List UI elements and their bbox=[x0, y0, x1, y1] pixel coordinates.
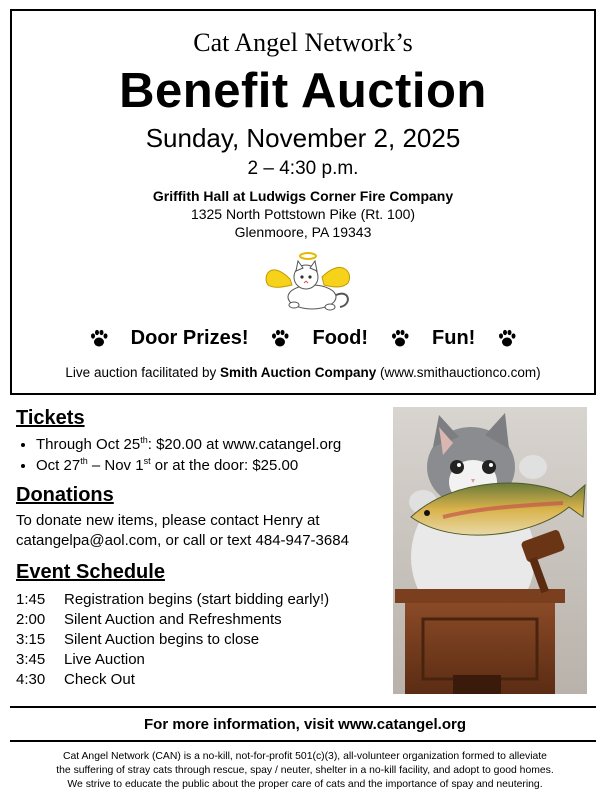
schedule-event: Silent Auction and Refreshments bbox=[64, 611, 282, 628]
organization-description bbox=[20, 750, 590, 792]
tickets-list bbox=[16, 434, 388, 476]
list-item bbox=[16, 610, 388, 630]
venue-address-line1: 1325 North Pottstown Pike (Rt. 100) bbox=[190, 206, 416, 222]
ticket-late-label: Oct 27 bbox=[36, 457, 81, 474]
schedule-event: Live Auction bbox=[64, 651, 145, 668]
footer-line: the suffering of stray cats through rescue, spay / neuter, shelter in a no-kill facility, and adopt to good homes. bbox=[56, 765, 554, 776]
list-item bbox=[36, 434, 388, 455]
list-item bbox=[16, 650, 388, 670]
schedule-time: 4:30 bbox=[16, 671, 46, 688]
info-column bbox=[16, 407, 388, 690]
paw-print-icon bbox=[390, 329, 410, 349]
paw-print-icon bbox=[270, 329, 290, 349]
facilitated-prefix: Live auction facilitated by bbox=[65, 365, 221, 380]
list-item bbox=[16, 590, 388, 610]
schedule-event: Registration begins (start bidding early!) bbox=[64, 591, 330, 608]
ticket-early-label: Through Oct 25 bbox=[36, 436, 141, 453]
schedule-time: 2:00 bbox=[16, 611, 46, 628]
event-time: 2 – 4:30 p.m. bbox=[247, 158, 359, 179]
event-header-box bbox=[10, 9, 596, 395]
event-date: Sunday, November 2, 2025 bbox=[145, 123, 461, 153]
more-info-line: For more information, visit www.catangel.org bbox=[144, 716, 466, 733]
schedule-time: 1:45 bbox=[16, 591, 46, 608]
facilitated-line bbox=[12, 365, 594, 380]
list-item bbox=[16, 670, 388, 690]
venue-address-line2: Glenmoore, PA 19343 bbox=[234, 224, 372, 240]
schedule-heading: Event Schedule bbox=[16, 561, 165, 583]
footer-line: We strive to educate the public about the proper care of cats and the importance of spay and neutering. bbox=[67, 779, 543, 790]
page-title: Benefit Auction bbox=[119, 64, 487, 118]
paw-print-icon bbox=[89, 329, 109, 349]
divider bbox=[10, 706, 596, 708]
perks-row bbox=[12, 327, 594, 350]
kitten-with-fish-photo bbox=[393, 407, 587, 694]
schedule-event: Check Out bbox=[64, 671, 135, 688]
divider bbox=[10, 740, 596, 742]
list-item bbox=[36, 455, 388, 476]
perk-door-prizes: Door Prizes! bbox=[130, 327, 249, 349]
auction-company: Smith Auction Company bbox=[220, 365, 377, 380]
footer-line: Cat Angel Network (CAN) is a no-kill, not-for-profit 501(c)(3), all-volunteer organization formed to alleviate bbox=[63, 751, 547, 762]
venue-name: Griffith Hall at Ludwigs Corner Fire Company bbox=[152, 188, 454, 204]
donations-text: To donate new items, please contact Henry at catangelpa@aol.com, or call or text 484-947-3684 bbox=[16, 512, 349, 549]
tickets-heading: Tickets bbox=[16, 407, 85, 429]
list-item bbox=[16, 630, 388, 650]
auction-company-url: (www.smithauctionco.com) bbox=[376, 365, 541, 380]
donations-heading: Donations bbox=[16, 484, 114, 506]
schedule-time: 3:15 bbox=[16, 631, 46, 648]
ordinal-suffix: th bbox=[80, 456, 88, 466]
paw-print-icon bbox=[497, 329, 517, 349]
org-name: Cat Angel Network’s bbox=[193, 28, 413, 57]
ticket-late-price: or at the door: $25.00 bbox=[150, 457, 299, 474]
perk-fun: Fun! bbox=[432, 327, 476, 349]
ticket-early-price: : $20.00 at www.catangel.org bbox=[147, 436, 342, 453]
schedule-list bbox=[16, 590, 388, 690]
ticket-late-range: – Nov 1 bbox=[87, 457, 144, 474]
schedule-event: Silent Auction begins to close bbox=[64, 631, 260, 648]
ordinal-suffix: st bbox=[143, 456, 151, 466]
ordinal-suffix: th bbox=[140, 435, 148, 445]
perk-food: Food! bbox=[312, 327, 369, 349]
schedule-time: 3:45 bbox=[16, 651, 46, 668]
angel-cat-logo bbox=[260, 249, 356, 321]
